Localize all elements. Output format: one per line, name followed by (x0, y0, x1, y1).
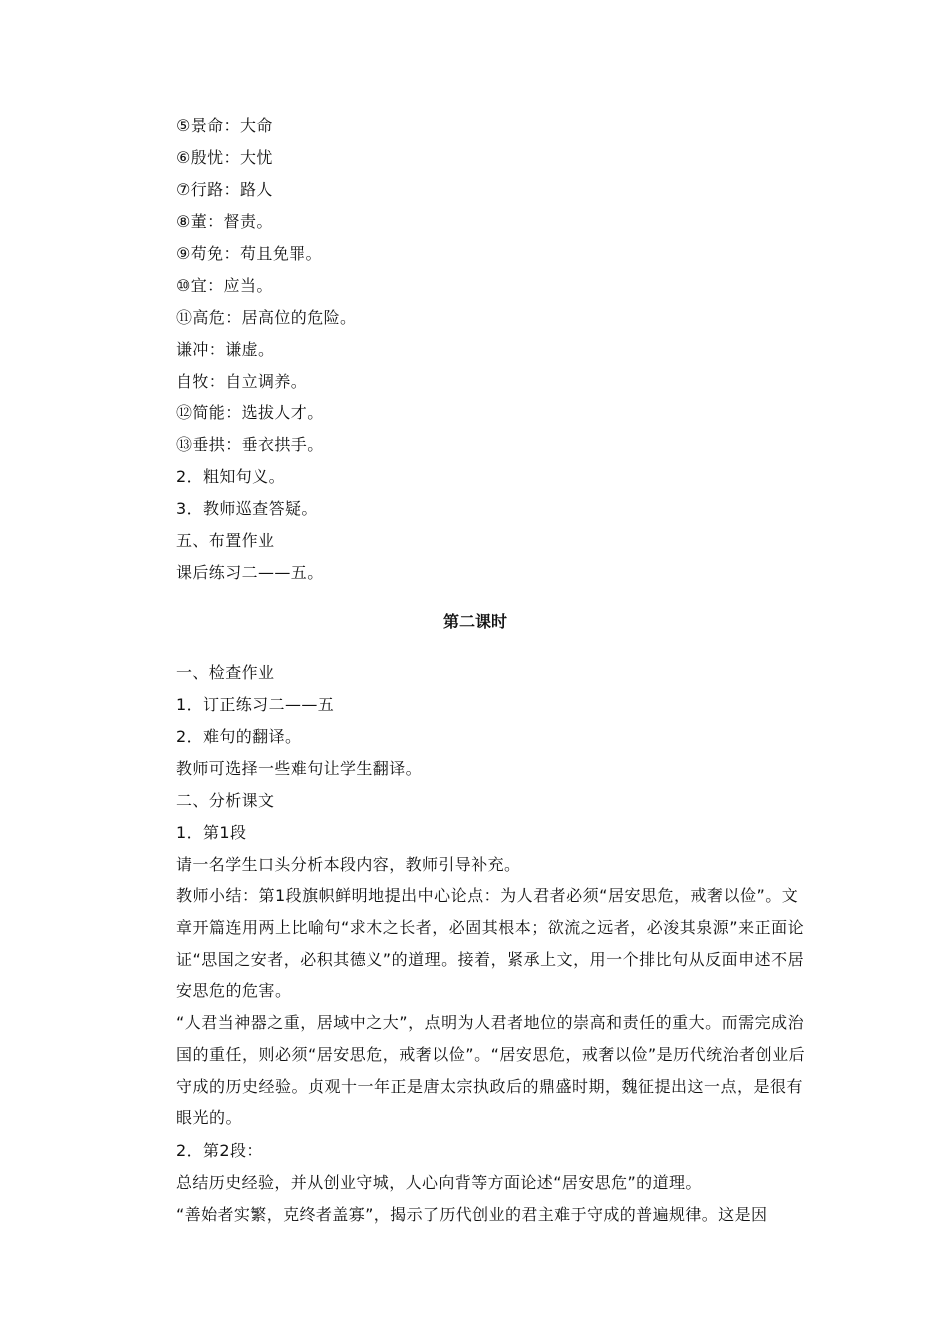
paragraph-text: 教师小结：第1段旗帜鲜明地提出中心论点：为人君者必须“居安思危，戒奢以俭”。文章开篇连用两上比喻句“求木之长者，必固其根本；欲流之远者，必浚其泉源”来正面论证“思国之安者，必积其德义”的道理。接着，紧承上文，用一个排比句从反面申述不居安思危的危害。 (176, 886, 805, 1001)
step-line: 1．订正练习二——五 (176, 695, 335, 714)
step-line: 2．粗知句义。 (176, 467, 285, 486)
annotation-line: ⑬垂拱：垂衣拱手。 (176, 435, 324, 454)
annotation-line: ⑤景命：大命 (176, 116, 273, 135)
summary-paragraph (176, 880, 806, 1007)
step-line: 2．难句的翻译。 (176, 727, 302, 746)
body-line: 教师可选择一些难句让学生翻译。 (176, 759, 423, 778)
annotation-line: ⑪高危：居高位的危险。 (176, 308, 357, 327)
annotation-line: ⑨苟免：苟且免罪。 (176, 244, 322, 263)
body-line: 请一名学生口头分析本段内容，教师引导补充。 (176, 855, 521, 874)
body-line: 总结历史经验，并从创业守城，人心向背等方面论述“居安思危”的道理。 (176, 1173, 702, 1192)
step-line: 1．第1段 (176, 823, 247, 842)
annotation-line: ⑩宜：应当。 (176, 276, 273, 295)
annotation-line: ⑫简能：选拔人才。 (176, 403, 324, 422)
annotation-line: 谦冲：谦虚。 (176, 340, 275, 359)
section-heading: 五、布置作业 (176, 531, 275, 550)
paragraph-text: “人君当神器之重，居域中之大”，点明为人君者地位的崇高和责任的重大。而需完成治国的重任，则必须“居安思危，戒奢以俭”。“居安思危，戒奢以俭”是历代统治者创业后守成的历史经验。贞观十一年正是唐太宗执政后的鼎盛时期，魏征提出这一点，是很有眼光的。 (176, 1013, 806, 1128)
step-line: 3．教师巡查答疑。 (176, 499, 318, 518)
annotation-line: ⑥殷忧：大忧 (176, 148, 273, 167)
annotation-line: ⑧董：督责。 (176, 212, 273, 231)
analysis-paragraph (176, 1007, 806, 1134)
annotation-line: ⑦行路：路人 (176, 180, 273, 199)
lesson-title: 第二课时 (442, 612, 507, 631)
body-line: “善始者实繁，克终者盖寡”，揭示了历代创业的君主难于守成的普遍规律。这是因 (176, 1205, 768, 1224)
annotation-line: 自牧：自立调养。 (176, 372, 308, 391)
homework-line: 课后练习二——五。 (176, 563, 324, 582)
section-heading: 二、分析课文 (176, 791, 275, 810)
section-heading: 一、检查作业 (176, 663, 275, 682)
step-line: 2．第2段： (176, 1141, 263, 1160)
